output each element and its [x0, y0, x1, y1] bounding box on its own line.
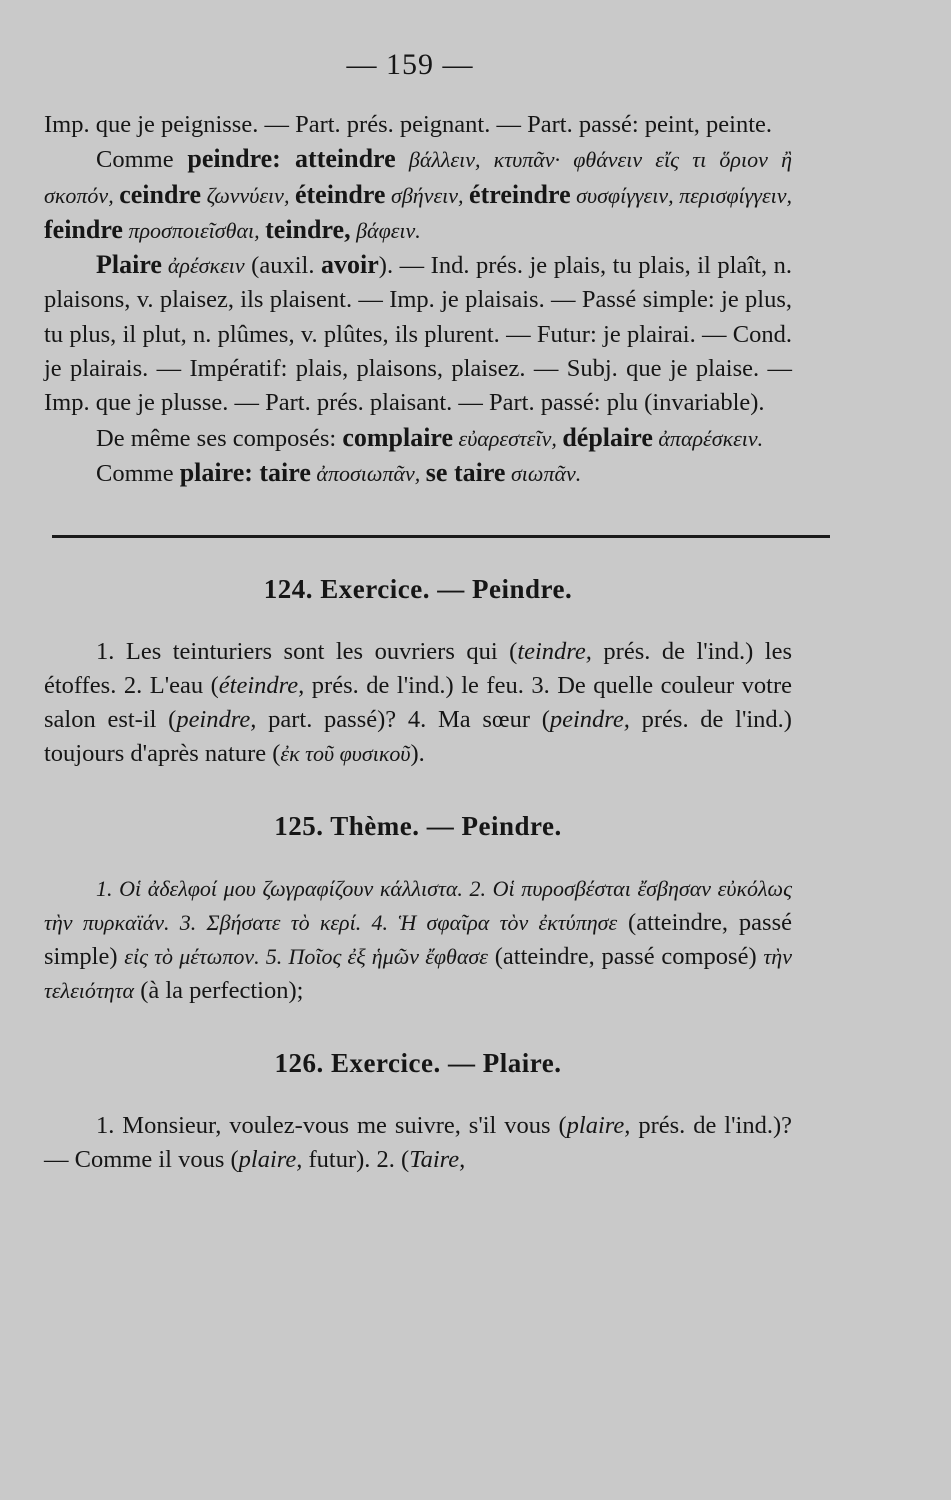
bold-term: teindre,: [265, 214, 351, 244]
text-run: Comme: [96, 146, 188, 174]
exercise-125: [44, 811, 792, 1008]
italic-verb: peindre,: [176, 706, 257, 734]
text-run: part. passé)? 4. Ma sœur (: [256, 706, 550, 734]
text-run: ). — Ind. prés. je plais, tu plais, il plaît, n. plaisons, v. plaisez, ils plaisent. — Imp. je plaisais. — Passé simple: je plus, tu plus, il plut, n. plûmes, v. plûtes, ils plurent. — Futur: je plairai. — Cond. je plairais. — Impératif: plais, plaisons, plaisez. — Subj. que je plaise. — Imp. que je plusse. — Part. prés. plaisant. — Part. passé: plu (invariable).: [44, 252, 793, 417]
paragraph-plaire-conjugation: [44, 248, 792, 420]
exercise-126-title: 126. Exercice. — Plaire.: [274, 1048, 562, 1079]
bold-term: déplaire: [562, 422, 653, 452]
paragraph-peindre-subjunctive: Imp. que je peignisse. — Part. prés. peignant. — Part. passé: peint, peinte.: [44, 111, 773, 138]
greek-gloss: ἀρέσκειν: [161, 253, 245, 279]
italic-verb: éteindre,: [218, 672, 305, 700]
text-run: prés. de l'ind.) toujours d'après nature (: [44, 706, 792, 768]
bold-term: ceindre: [119, 179, 202, 209]
greek-text: τὴν τελειότητα: [44, 944, 792, 1004]
exercise-124-text: [44, 635, 792, 771]
text-run: (atteindre, passé composé): [487, 943, 764, 971]
greek-text: εἰς τὸ μέτωπον. 5. Ποῖος ἐξ ἡμῶν ἔφθασε: [124, 944, 488, 970]
bold-term: feindre: [44, 214, 123, 244]
exercise-124-title: 124. Exercice. — Peindre.: [263, 574, 573, 605]
greek-text: 1. Οἱ ἀδελφοί μου ζωγραφίζουν κάλλιστα. 2. Οἱ πυροσβέσται ἔσβησαν εὐκόλως τὴν πυρκαϊάν. 3. Σβήσατε τὸ κερί. 4. Ἡ σφαῖρα τὸν ἐκτύπησε: [44, 876, 792, 936]
bold-term: se taire: [425, 457, 506, 487]
bold-term: étreindre: [469, 179, 571, 209]
bold-term: complaire: [342, 422, 454, 452]
text-run: 1. Les teinturiers sont les ouvriers qui (: [96, 638, 518, 666]
greek-gloss: συσφίγγειν, περισφίγγειν,: [570, 182, 792, 208]
greek-gloss: εὐαρεστεῖν,: [453, 425, 563, 451]
text-run: Comme: [96, 459, 180, 487]
greek-gloss: βάλλειν, κτυπᾶν· φθάνειν εἴς τι ὅριον ἢ σκοπόν,: [44, 147, 792, 208]
italic-verb: plaire,: [238, 1146, 303, 1174]
bold-term: Plaire: [96, 250, 162, 280]
text-run: futur). 2. (: [302, 1146, 410, 1174]
paragraph-comme-peindre: [44, 142, 792, 248]
greek-gloss: ζωννύειν,: [201, 182, 295, 208]
greek-gloss: ἀποσιωπᾶν,: [310, 460, 426, 486]
exercise-126: [44, 1048, 792, 1177]
section-divider: [52, 535, 830, 538]
greek-gloss: σβήνειν,: [385, 182, 470, 208]
paragraph-composes: [44, 421, 792, 456]
bold-term: peindre: atteindre: [187, 144, 396, 174]
greek-gloss: ἐκ τοῦ φυσικοῦ: [280, 741, 411, 767]
exercise-124: [44, 574, 792, 771]
greek-gloss: βάφειν.: [350, 217, 421, 243]
exercise-125-text: [44, 872, 792, 1008]
exercise-125-title: 125. Thème. — Peindre.: [274, 811, 562, 842]
bold-term: éteindre: [294, 179, 386, 209]
text-run: prés. de l'ind.)? — Comme il vous (: [44, 1112, 792, 1174]
paragraph-comme-plaire: [44, 456, 792, 491]
bold-term: plaire: taire: [179, 457, 311, 487]
text-run: 1. Monsieur, voulez-vous me suivre, s'il vous (: [96, 1112, 567, 1140]
page-content: [44, 108, 792, 1177]
greek-gloss: ἀπαρέσκειν.: [652, 425, 764, 451]
text-run: ).: [410, 740, 425, 768]
text-run: De même ses composés:: [96, 424, 343, 452]
italic-verb: teindre,: [517, 638, 592, 666]
text-run: (auxil.: [244, 252, 322, 280]
italic-verb: plaire,: [566, 1112, 631, 1140]
bold-term: avoir: [321, 250, 379, 280]
exercise-126-text: [44, 1109, 792, 1177]
text-run: (à la perfection);: [134, 977, 304, 1005]
italic-verb: Taire,: [409, 1146, 466, 1174]
greek-gloss: προσποιεῖσθαι,: [122, 217, 266, 243]
text-run: prés. de l'ind.) les étoffes. 2. L'eau (: [44, 638, 792, 700]
italic-verb: peindre,: [549, 706, 630, 734]
greek-gloss: σιωπᾶν.: [505, 460, 582, 486]
text-run: (atteindre, passé simple): [44, 909, 792, 971]
page-number: — 159 —: [346, 48, 474, 81]
text-run: prés. de l'ind.) le feu. 3. De quelle couleur votre salon est-il (: [44, 672, 792, 734]
